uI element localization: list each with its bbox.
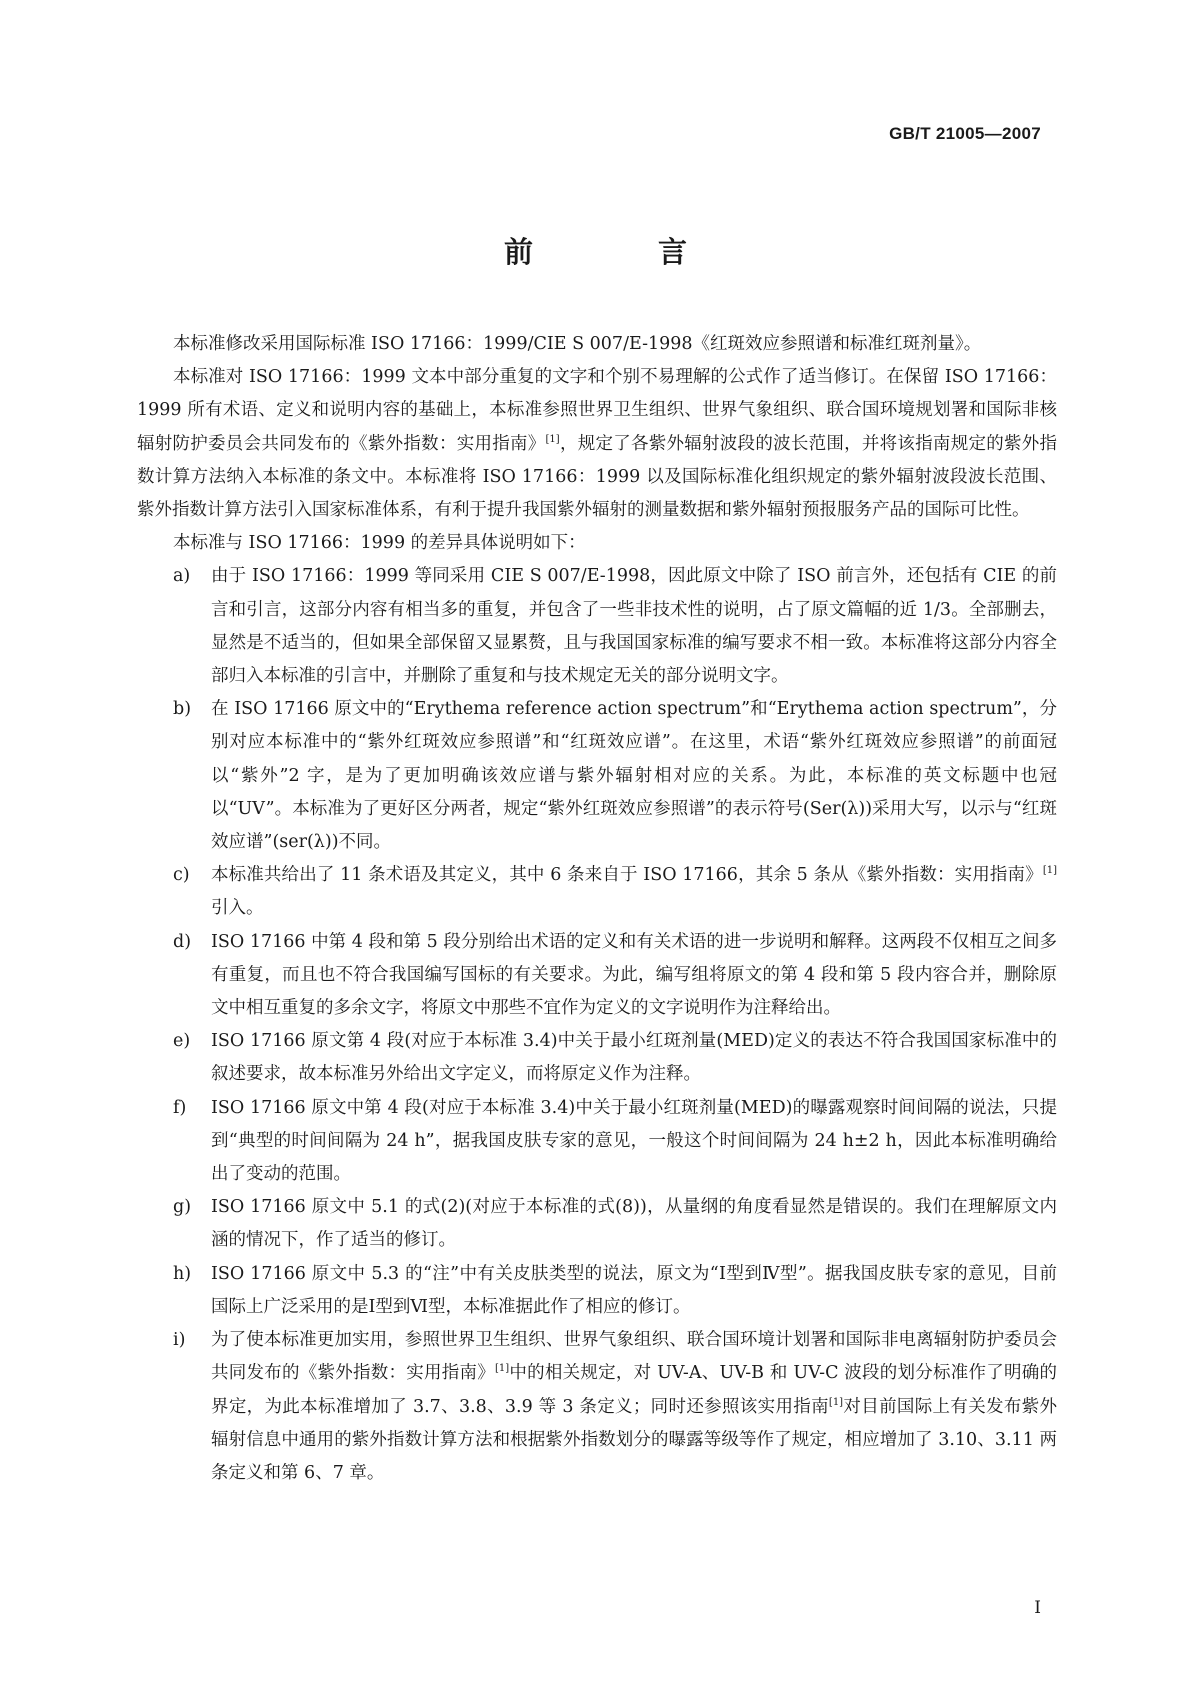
list-item-text-part-1: 为了使本标准更加实用，参照世界卫生组织、世界气象组织、联合国环境计划署和国际非电离辐射防护委员会共同发布的《紫外指数：实用指南》: [211, 1330, 1057, 1384]
list-item-text: 由于 ISO 17166：1999 等同采用 CIE S 007/E-1998，因此原文中除了 ISO 前言外，还包括有 CIE 的前言和引言，这部分内容有相当多的重复，并包含了一些非技术性的说明，占了原文篇幅的近 1/3。全部删去，显然是不适当的，但如果全部保留又显累赘，且与我国国家标准的编写要求不相一致。本标准将这部分内容全部归入本标准的引言中，并删除了重复和与技术规定无关的部分说明文字。: [211, 566, 1057, 687]
list-item-label: g): [173, 1197, 192, 1218]
list-item-text: ISO 17166 原文中第 4 段(对应于本标准 3.4)中关于最小红斑剂量(MED)的曝露观察时间间隔的说法，只提到“典型的时间间隔为 24 h”，据我国皮肤专家的意见，一般这个时间间隔为 24 h±2 h，因此本标准明确给出了变动的范围。: [211, 1097, 1057, 1185]
list-item-g: [137, 1191, 1057, 1257]
list-item-text-part-2: 引入。: [211, 898, 264, 919]
list-item-text: ISO 17166 原文中 5.1 的式(2)(对应于本标准的式(8))，从量纲的角度看显然是错误的。我们在理解原文内涵的情况下，作了适当的修订。: [211, 1197, 1057, 1251]
paragraph-2-part-2: ，规定了各紫外辐射波段的波长范围，并将该指南规定的紫外指数计算方法纳入本标准的条文中。本标准将 ISO 17166：1999 以及国际标准化组织规定的紫外辐射波段波长范围、紫外指数计算方法引入国家标准体系，有利于提升我国紫外辐射的测量数据和紫外辐射预报服务产品的国际可比性。: [137, 433, 1058, 521]
paragraph-3: 本标准与 ISO 17166：1999 的差异具体说明如下：: [173, 533, 586, 554]
list-item-d: [137, 926, 1057, 1026]
list-item-text: [211, 1324, 1057, 1490]
list-item-text-part-2: 中的相关规定，对 UV-A、UV-B 和 UV-C 波段的划分标准作了明确的界定，为此本标准增加了 3.7、3.8、3.9 等 3 条定义；同时还参照该实用指南: [211, 1363, 1058, 1417]
list-item-i: [137, 1324, 1057, 1490]
list-item-label: e): [173, 1031, 191, 1052]
paragraph-1: 本标准修改采用国际标准 ISO 17166：1999/CIE S 007/E-1998《红斑效应参照谱和标准红斑剂量》。: [173, 334, 982, 354]
list-item-label: f): [173, 1097, 187, 1118]
reference-mark: [1]: [545, 433, 560, 445]
list-item-text-part-1: 本标准共给出了 11 条术语及其定义，其中 6 条来自于 ISO 17166，其余 5 条从《紫外指数：实用指南》: [211, 865, 1043, 886]
list-item-text: [211, 859, 1057, 925]
list-item-text: ISO 17166 中第 4 段和第 5 段分别给出术语的定义和有关术语的进一步说明和解释。这两段不仅相互之间多有重复，而且也不符合我国编写国标的有关要求。为此，编写组将原文的第 4 段和第 5 段内容合并，删除原文中相互重复的多余文字，将原文中那些不宜作为定义的文字说明作为注释给出。: [211, 931, 1057, 1019]
list-item-text: 在 ISO 17166 原文中的“Erythema reference action spectrum”和“Erythema action spectrum”，分别对应本标准中的“紫外红斑效应参照谱”和“红斑效应谱”。在这里，术语“紫外红斑效应参照谱”的前面冠以“紫外”2 字，是为了更加明确该效应谱与紫外辐射相对应的关系。为此，本标准的英文标题中也冠以“UV”。本标准为了更好区分两者，规定“紫外红斑效应参照谱”的表示符号(Ser(λ))采用大写，以示与“红斑效应谱”(ser(λ))不同。: [211, 699, 1057, 853]
page-number: I: [1034, 1598, 1041, 1618]
list-item-text: ISO 17166 原文第 4 段(对应于本标准 3.4)中关于最小红斑剂量(MED)定义的表达不符合我国国家标准中的叙述要求，故本标准另外给出文字定义，而将原定义作为注释。: [211, 1031, 1057, 1085]
standard-code: GB/T 21005—2007: [889, 124, 1041, 143]
list-item-label: b): [173, 699, 192, 720]
paragraph-2-part-1: 本标准对 ISO 17166：1999 文本中部分重复的文字和个别不易理解的公式作了适当修订。在保留 ISO 17166：1999 所有术语、定义和说明内容的基础上，本标准参照世界卫生组织、世界气象组织、联合国环境规划署和国际非核辐射防护委员会共同发布的《紫外指数：实用指南》: [137, 367, 1057, 454]
list-item-text-part-3: 对目前国际上有关发布紫外辐射信息中通用的紫外指数计算方法和根据紫外指数划分的曝露等级等作了规定，相应增加了 3.10、3.11 两条定义和第 6、7 章。: [211, 1396, 1057, 1483]
list-item-label: d): [173, 931, 192, 952]
list-item-label: c): [173, 865, 190, 886]
list-item-f: [137, 1092, 1057, 1192]
list-item-h: [137, 1258, 1057, 1324]
page-title: 前 言: [503, 235, 735, 269]
paragraph-2: [137, 361, 1057, 527]
list-item-e: [137, 1025, 1057, 1091]
list-item-label: h): [173, 1263, 192, 1284]
list-item-c: [137, 859, 1057, 925]
list-item-text: ISO 17166 原文中 5.3 的“注”中有关皮肤类型的说法，原文为“Ⅰ型到Ⅳ型”。据我国皮肤专家的意见，目前国际上广泛采用的是Ⅰ型到Ⅵ型，本标准据此作了相应的修订。: [211, 1263, 1057, 1317]
reference-mark: [1]: [1042, 865, 1057, 877]
reference-mark: [1]: [828, 1396, 844, 1408]
list-item-label: i): [173, 1330, 186, 1351]
foreword-body: [137, 328, 1057, 1490]
list-item-a: [137, 560, 1057, 693]
reference-mark: [1]: [494, 1363, 510, 1375]
list-item-label: a): [173, 566, 191, 587]
difference-list: [137, 560, 1057, 1490]
list-item-b: [137, 693, 1057, 859]
